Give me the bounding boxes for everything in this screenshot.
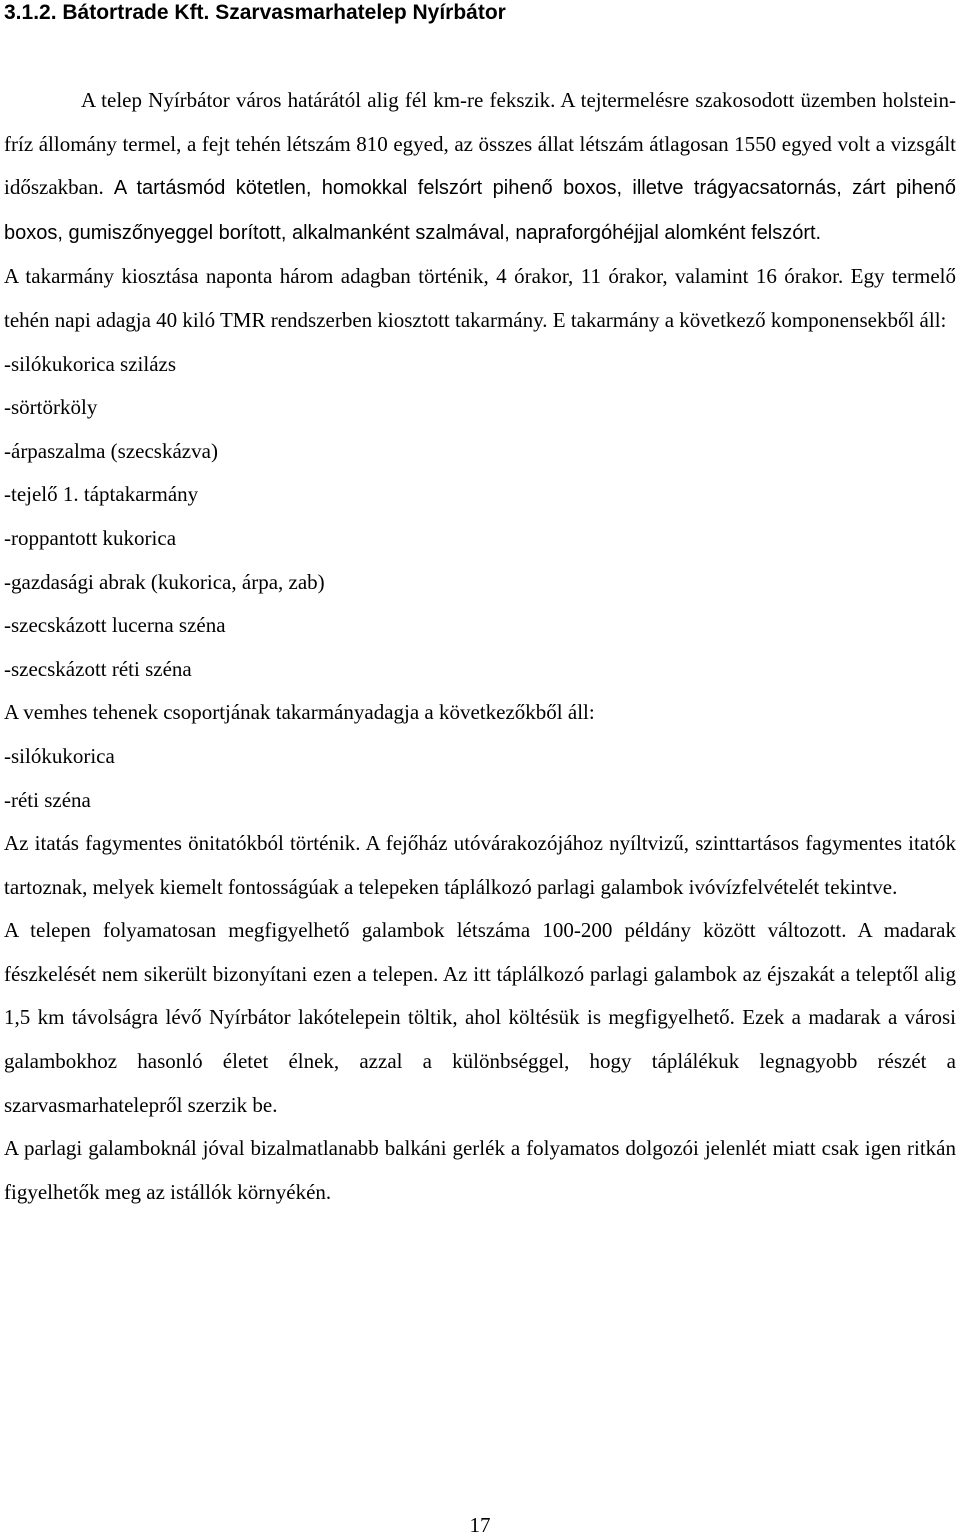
paragraph-gerlek: A parlagi galamboknál jóval bizalmatlanabb balkáni gerlék a folyamatos dolgozói jelenlét miatt csak igen ritkán figyelhetők meg az istállók környékén. (4, 1136, 956, 1204)
list-item: -gazdasági abrak (kukorica, árpa, zab) (4, 569, 325, 594)
section-heading: 3.1.2. Bátortrade Kft. Szarvasmarhatelep Nyírbátor (4, 1, 506, 24)
list-item: -tejelő 1. táptakarmány (4, 482, 199, 507)
list-item: -silókukorica (4, 743, 115, 768)
paragraph-itatas-details: A fejőház utóvárakozójához nyíltvizű, szinttartásos fagymentes itatók tartoznak, melyek kiemelt fontosságúak a telepeken táplálkozó parlagi galambok ivóvízfelvételét tekintve. (4, 831, 956, 899)
paragraph-telep (4, 79, 956, 255)
paragraph-itatas (4, 822, 956, 909)
paragraph-telep-intro: A telep Nyírbátor város határától alig fél km-re fekszik. A tejtermelésre szakosodott üzemben holstein-fríz állomány termel, a fejt tehén létszám 810 egyed, az összes állat létszám átlagosan 1550 egyed volt a vizsgált időszakban. (4, 88, 956, 200)
pregnant-feed-list (4, 735, 956, 822)
list-item: -silókukorica szilázs (4, 351, 177, 376)
paragraph-itatas-intro: Az itatás fagymentes önitatókból történik. (4, 831, 366, 856)
list-item: -szecskázott réti széna (4, 656, 192, 681)
document-body (4, 79, 956, 1214)
feed-components-list (4, 343, 956, 692)
list-item: -roppantott kukorica (4, 525, 177, 550)
paragraph-takarmany: A takarmány kiosztása naponta három adagban történik, 4 órakor, 11 órakor, valamint 16 órakor. Egy termelő tehén napi adagja 40 kiló TMR rendszerben kiosztott takarmány. E takarmány a következő komponensekből áll: (4, 264, 956, 332)
list-item: -réti széna (4, 787, 91, 812)
paragraph-vemhes: A vemhes tehenek csoportjának takarmányadagja a következőkből áll: (4, 700, 595, 725)
paragraph-telep-tartasmod: A tartásmód kötetlen, homokkal felszórt pihenő boxos, illetve trágyacsatornás, zárt pihenő boxos, gumiszőnyeggel borított, alkalmanként szalmával, napraforgóhéjjal alomként felszórt. (4, 177, 956, 244)
paragraph-galambok: A telepen folyamatosan megfigyelhető galambok létszáma 100-200 példány között változott. A madarak fészkelését nem sikerült bizonyítani ezen a telepen. Az itt táplálkozó parlagi galambok az éjszakát a teleptől alig 1,5 km távolságra lévő Nyírbátor lakótelepein töltik, ahol költésük is megfigyelhető. Ezek a madarak a városi galambokhoz hasonló életet élnek, azzal a különbséggel, hogy táplálékuk legnagyobb részét a szarvasmarhatelepről szerzik be. (4, 918, 956, 1117)
list-item: -árpaszalma (szecskázva) (4, 438, 218, 463)
list-item: -szecskázott lucerna széna (4, 613, 226, 638)
page-number: 17 (469, 1513, 491, 1537)
list-item: -sörtörköly (4, 395, 98, 420)
